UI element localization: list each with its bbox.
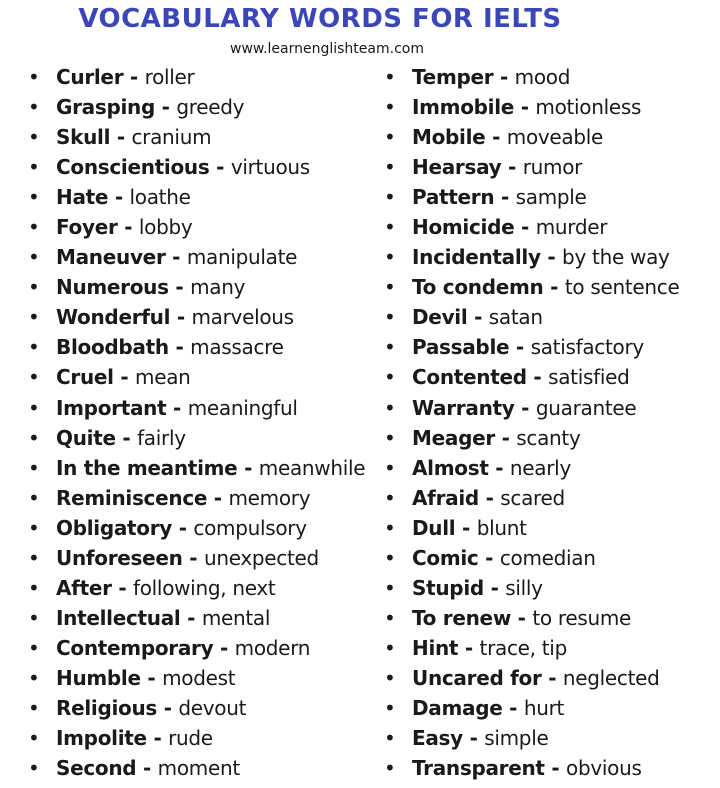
separator-dash: -: [511, 605, 533, 630]
vocabulary-item: [376, 92, 716, 122]
vocabulary-item: [376, 362, 716, 392]
bullet-icon: •: [28, 185, 40, 210]
bullet-icon: •: [384, 305, 396, 330]
separator-dash: -: [540, 245, 563, 270]
vocabulary-meaning: virtuous: [230, 155, 310, 180]
separator-dash: -: [494, 425, 517, 450]
separator-dash: -: [494, 185, 516, 210]
vocabulary-meaning: scared: [500, 485, 565, 510]
vocabulary-meaning: meaningful: [187, 395, 298, 420]
vocabulary-item: [376, 272, 716, 302]
bullet-icon: •: [28, 695, 40, 720]
vocabulary-list-left: [20, 62, 380, 783]
bullet-icon: •: [384, 575, 396, 600]
bullet-icon: •: [28, 65, 40, 89]
bullet-icon: •: [28, 635, 40, 660]
bullet-icon: •: [384, 756, 396, 781]
bullet-icon: •: [28, 95, 40, 120]
separator-dash: -: [488, 455, 510, 480]
bullet-icon: •: [384, 515, 396, 540]
vocabulary-item: [20, 393, 380, 423]
bullet-icon: •: [28, 485, 40, 510]
vocabulary-word: Religious: [56, 695, 158, 720]
bullet-icon: •: [28, 726, 40, 751]
separator-dash: -: [483, 575, 506, 600]
vocabulary-meaning: following, next: [133, 575, 276, 600]
separator-dash: -: [213, 635, 235, 660]
vocabulary-word: Hate: [56, 185, 109, 210]
vocabulary-meaning: silly: [505, 575, 543, 600]
separator-dash: -: [462, 726, 485, 751]
separator-dash: -: [108, 185, 130, 210]
separator-dash: -: [170, 305, 192, 330]
vocabulary-word: Contemporary: [56, 635, 214, 660]
vocabulary-meaning: neglected: [562, 665, 660, 690]
vocabulary-meaning: many: [190, 275, 246, 300]
bullet-icon: •: [384, 726, 396, 751]
separator-dash: -: [458, 635, 480, 660]
bullet-icon: •: [384, 635, 396, 660]
vocabulary-word: Easy: [412, 726, 463, 751]
separator-dash: -: [207, 485, 229, 510]
vocabulary-item: [376, 543, 716, 573]
vocabulary-word: Intellectual: [56, 605, 181, 630]
vocabulary-item: [376, 453, 716, 483]
separator-dash: -: [237, 455, 259, 480]
vocabulary-word: In the meantime: [56, 455, 238, 480]
vocabulary-item: [376, 242, 716, 272]
bullet-icon: •: [28, 455, 40, 480]
vocabulary-item: [376, 423, 716, 453]
bullet-icon: •: [384, 545, 396, 570]
vocabulary-item: [20, 513, 380, 543]
vocabulary-meaning: satisfied: [548, 365, 630, 390]
vocabulary-meaning: scanty: [516, 425, 581, 450]
bullet-icon: •: [28, 575, 40, 600]
vocabulary-meaning: obvious: [566, 756, 642, 781]
vocabulary-word: Pattern: [412, 185, 495, 210]
bullet-icon: •: [384, 65, 396, 89]
vocabulary-word: Curler: [56, 65, 124, 89]
vocabulary-meaning: loathe: [129, 185, 191, 210]
vocabulary-word: Passable: [412, 335, 510, 360]
separator-dash: -: [502, 695, 524, 720]
vocabulary-meaning: mood: [514, 65, 571, 89]
vocabulary-word: Numerous: [56, 275, 169, 300]
vocabulary-word: Reminiscence: [56, 485, 208, 510]
vocabulary-word: Hint: [412, 635, 459, 660]
vocabulary-item: [20, 362, 380, 392]
vocabulary-item: [376, 723, 716, 753]
bullet-icon: •: [384, 455, 396, 480]
vocabulary-item: [376, 603, 716, 633]
bullet-icon: •: [384, 695, 396, 720]
vocabulary-meaning: nearly: [509, 455, 571, 480]
separator-dash: -: [543, 275, 565, 300]
vocabulary-item: [20, 122, 380, 152]
vocabulary-item: [20, 603, 380, 633]
vocabulary-item: [376, 302, 716, 332]
separator-dash: -: [168, 275, 191, 300]
bullet-icon: •: [384, 275, 396, 300]
vocabulary-word: Warranty: [412, 395, 515, 420]
separator-dash: -: [493, 65, 515, 89]
separator-dash: -: [140, 665, 163, 690]
bullet-icon: •: [28, 305, 40, 330]
vocabulary-meaning: sample: [515, 185, 587, 210]
vocabulary-item: [20, 663, 380, 693]
vocabulary-meaning: memory: [228, 485, 311, 510]
bullet-icon: •: [28, 665, 40, 690]
separator-dash: -: [180, 605, 202, 630]
vocabulary-item: [20, 453, 380, 483]
vocabulary-meaning: compulsory: [193, 515, 307, 540]
vocabulary-word: Dull: [412, 515, 456, 540]
vocabulary-meaning: hurt: [523, 695, 565, 720]
vocabulary-meaning: modest: [162, 665, 236, 690]
bullet-icon: •: [384, 125, 396, 150]
vocabulary-item: [20, 483, 380, 513]
bullet-icon: •: [28, 605, 40, 630]
vocabulary-meaning: modern: [234, 635, 311, 660]
vocabulary-item: [376, 122, 716, 152]
separator-dash: -: [478, 545, 500, 570]
vocabulary-meaning: to resume: [532, 605, 632, 630]
bullet-icon: •: [28, 245, 40, 270]
vocabulary-item: [376, 693, 716, 723]
separator-dash: -: [544, 756, 567, 781]
bullet-icon: •: [28, 425, 40, 450]
separator-dash: -: [168, 335, 191, 360]
vocabulary-meaning: moment: [157, 756, 240, 781]
vocabulary-meaning: guarantee: [535, 395, 637, 420]
separator-dash: -: [209, 155, 231, 180]
bullet-icon: •: [384, 395, 396, 420]
vocabulary-item: [20, 242, 380, 272]
vocabulary-item: [376, 182, 716, 212]
vocabulary-meaning: satan: [488, 305, 543, 330]
vocabulary-meaning: satisfactory: [530, 335, 644, 360]
vocabulary-meaning: roller: [144, 65, 195, 89]
separator-dash: -: [514, 395, 536, 420]
vocabulary-item: [376, 212, 716, 242]
separator-dash: -: [166, 395, 188, 420]
vocabulary-item: [20, 212, 380, 242]
vocabulary-word: Second: [56, 756, 137, 781]
vocabulary-word: Transparent: [412, 756, 545, 781]
bullet-icon: •: [28, 756, 40, 781]
vocabulary-meaning: manipulate: [186, 245, 298, 270]
vocabulary-meaning: meanwhile: [258, 455, 366, 480]
vocabulary-meaning: trace, tip: [479, 635, 567, 660]
bullet-icon: •: [384, 95, 396, 120]
vocabulary-meaning: simple: [484, 726, 549, 751]
separator-dash: -: [526, 365, 549, 390]
separator-dash: -: [115, 425, 138, 450]
vocabulary-word: Grasping: [56, 95, 156, 120]
vocabulary-meaning: cranium: [131, 125, 212, 150]
vocabulary-item: [376, 152, 716, 182]
vocabulary-meaning: blunt: [476, 515, 527, 540]
vocabulary-item: [20, 92, 380, 122]
separator-dash: -: [172, 515, 194, 540]
bullet-icon: •: [384, 185, 396, 210]
separator-dash: -: [478, 485, 501, 510]
vocabulary-word: Maneuver: [56, 245, 166, 270]
vocabulary-word: To condemn: [412, 275, 544, 300]
vocabulary-meaning: devout: [178, 695, 247, 720]
vocabulary-word: Temper: [412, 65, 494, 89]
separator-dash: -: [165, 245, 187, 270]
vocabulary-item: [376, 663, 716, 693]
bullet-icon: •: [384, 215, 396, 240]
vocabulary-meaning: lobby: [138, 215, 193, 240]
vocabulary-item: [20, 633, 380, 663]
vocabulary-word: Contented: [412, 365, 527, 390]
vocabulary-item: [20, 573, 380, 603]
vocabulary-item: [20, 543, 380, 573]
separator-dash: -: [157, 695, 179, 720]
vocabulary-list-right: [376, 62, 716, 783]
vocabulary-word: Damage: [412, 695, 503, 720]
vocabulary-word: Cruel: [56, 365, 114, 390]
bullet-icon: •: [384, 485, 396, 510]
separator-dash: -: [117, 215, 139, 240]
vocabulary-word: To renew: [412, 605, 511, 630]
vocabulary-item: [376, 513, 716, 543]
vocabulary-item: [376, 753, 716, 783]
separator-dash: -: [514, 95, 536, 120]
vocabulary-word: Important: [56, 395, 167, 420]
vocabulary-meaning: mean: [135, 365, 191, 390]
vocabulary-word: Impolite: [56, 726, 147, 751]
vocabulary-meaning: to sentence: [564, 275, 680, 300]
vocabulary-meaning: greedy: [176, 95, 245, 120]
vocabulary-item: [376, 573, 716, 603]
separator-dash: -: [509, 335, 531, 360]
vocabulary-word: Unforeseen: [56, 545, 183, 570]
vocabulary-item: [20, 182, 380, 212]
vocabulary-meaning: massacre: [190, 335, 284, 360]
vocabulary-word: Foyer: [56, 215, 118, 240]
vocabulary-item: [20, 753, 380, 783]
vocabulary-item: [20, 272, 380, 302]
bullet-icon: •: [384, 335, 396, 360]
bullet-icon: •: [28, 335, 40, 360]
vocabulary-item: [376, 393, 716, 423]
vocabulary-meaning: rude: [168, 726, 213, 751]
bullet-icon: •: [384, 245, 396, 270]
vocabulary-item: [20, 423, 380, 453]
bullet-icon: •: [28, 215, 40, 240]
bullet-icon: •: [28, 155, 40, 180]
bullet-icon: •: [28, 365, 40, 390]
separator-dash: -: [111, 575, 133, 600]
vocabulary-item: [376, 483, 716, 513]
vocabulary-item: [20, 723, 380, 753]
bullet-icon: •: [28, 515, 40, 540]
vocabulary-word: After: [56, 575, 112, 600]
separator-dash: -: [501, 155, 523, 180]
vocabulary-item: [20, 302, 380, 332]
vocabulary-meaning: by the way: [562, 245, 670, 270]
vocabulary-item: [20, 693, 380, 723]
separator-dash: -: [541, 665, 563, 690]
vocabulary-word: Wonderful: [56, 305, 171, 330]
separator-dash: -: [155, 95, 177, 120]
bullet-icon: •: [28, 275, 40, 300]
vocabulary-item: [20, 62, 380, 92]
separator-dash: -: [136, 756, 158, 781]
vocabulary-word: Stupid: [412, 575, 484, 600]
bullet-icon: •: [28, 125, 40, 150]
vocabulary-item: [376, 332, 716, 362]
vocabulary-item: [376, 62, 716, 92]
website-url: www.learnenglishteam.com: [230, 41, 424, 57]
bullet-icon: •: [384, 665, 396, 690]
vocabulary-word: Afraid: [412, 485, 479, 510]
bullet-icon: •: [28, 545, 40, 570]
vocabulary-word: Meager: [412, 425, 495, 450]
vocabulary-word: Hearsay: [412, 155, 502, 180]
vocabulary-word: Mobile: [412, 125, 486, 150]
separator-dash: -: [485, 125, 507, 150]
vocabulary-word: Almost: [412, 455, 489, 480]
vocabulary-word: Homicide: [412, 215, 515, 240]
separator-dash: -: [113, 365, 136, 390]
vocabulary-meaning: murder: [535, 215, 608, 240]
vocabulary-word: Devil: [412, 305, 468, 330]
bullet-icon: •: [384, 365, 396, 390]
vocabulary-meaning: motionless: [535, 95, 642, 120]
separator-dash: -: [514, 215, 536, 240]
vocabulary-meaning: fairly: [137, 425, 186, 450]
separator-dash: -: [182, 545, 204, 570]
vocabulary-word: Immobile: [412, 95, 515, 120]
separator-dash: -: [146, 726, 169, 751]
bullet-icon: •: [384, 425, 396, 450]
separator-dash: -: [110, 125, 132, 150]
vocabulary-meaning: mental: [201, 605, 271, 630]
page-title: VOCABULARY WORDS FOR IELTS: [78, 4, 562, 34]
vocabulary-meaning: unexpected: [203, 545, 319, 570]
bullet-icon: •: [384, 155, 396, 180]
bullet-icon: •: [28, 395, 40, 420]
vocabulary-word: Bloodbath: [56, 335, 169, 360]
vocabulary-word: Incidentally: [412, 245, 541, 270]
vocabulary-meaning: rumor: [522, 155, 583, 180]
vocabulary-item: [20, 332, 380, 362]
vocabulary-word: Comic: [412, 545, 479, 570]
vocabulary-meaning: moveable: [506, 125, 604, 150]
vocabulary-item: [376, 633, 716, 663]
vocabulary-item: [20, 152, 380, 182]
vocabulary-word: Conscientious: [56, 155, 210, 180]
vocabulary-meaning: comedian: [499, 545, 596, 570]
bullet-icon: •: [384, 605, 396, 630]
separator-dash: -: [123, 65, 145, 89]
separator-dash: -: [455, 515, 477, 540]
vocabulary-word: Uncared for: [412, 665, 542, 690]
vocabulary-word: Obligatory: [56, 515, 173, 540]
vocabulary-word: Skull: [56, 125, 111, 150]
vocabulary-meaning: marvelous: [191, 305, 294, 330]
vocabulary-word: Quite: [56, 425, 116, 450]
vocabulary-word: Humble: [56, 665, 141, 690]
separator-dash: -: [467, 305, 489, 330]
